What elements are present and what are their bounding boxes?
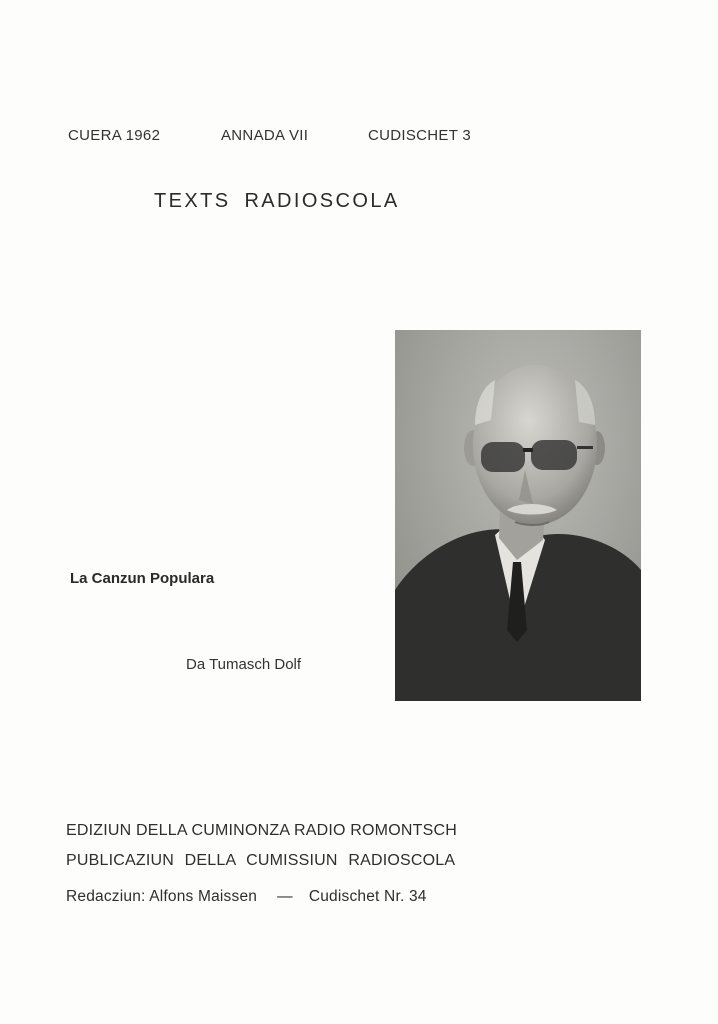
footer-edition: EDIZIUN DELLA CUMINONZA RADIO ROMONTSCH — [66, 822, 457, 839]
portrait-image — [395, 330, 641, 701]
series-title-word-1: TEXTS — [154, 190, 231, 212]
footer-editor-line — [66, 888, 427, 906]
footer-separator: — — [277, 888, 293, 905]
issue-cudischet: CUDISCHET 3 — [368, 127, 472, 144]
issue-place-year: CUERA 1962 — [68, 127, 161, 144]
series-title — [154, 190, 400, 213]
issue-annada: ANNADA VII — [221, 127, 309, 144]
work-author: Da Tumasch Dolf — [186, 656, 302, 673]
series-title-word-2: RADIOSCOLA — [244, 190, 400, 212]
work-title: La Canzun Populara — [70, 570, 215, 587]
author-portrait-photo — [395, 330, 641, 701]
footer-publication: PUBLICAZIUN DELLA CUMISSIUN RADIOSCOLA — [66, 852, 456, 869]
footer-booklet-number: Cudischet Nr. 34 — [308, 888, 427, 905]
footer-editor: Redacziun: Alfons Maissen — [66, 888, 258, 905]
